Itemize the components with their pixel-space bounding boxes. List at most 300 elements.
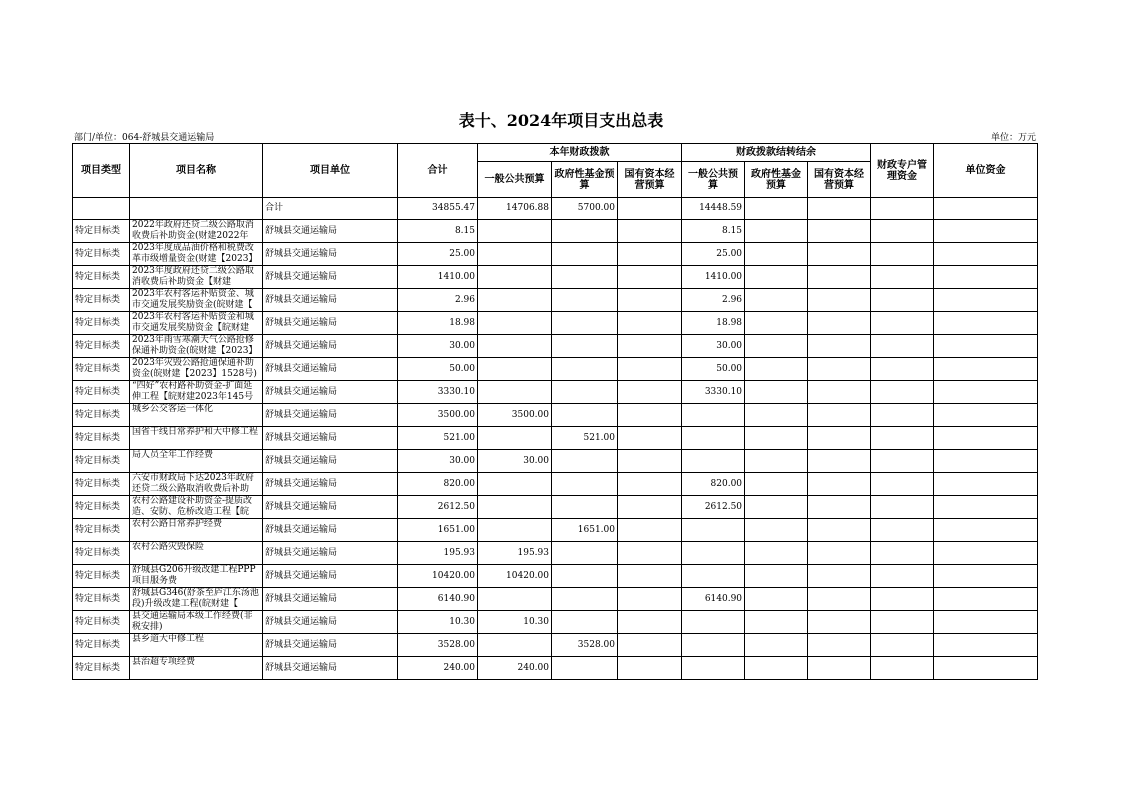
row-unit: 舒城县交通运输局 <box>263 565 398 588</box>
page-title: 表十、2024年项目支出总表 <box>458 111 664 130</box>
department-label: 部门/单位：064-舒城县交通运输局 <box>74 133 215 143</box>
row-total: 6140.90 <box>398 588 478 611</box>
row-name <box>130 496 263 519</box>
row-unit-fund <box>934 542 1038 565</box>
row-unit-fund <box>934 289 1038 312</box>
row-type: 特定目标类 <box>73 381 130 404</box>
row-type: 特定目标类 <box>73 519 130 542</box>
table-row <box>73 519 1038 542</box>
row-carry-state-capital <box>808 657 871 680</box>
row-state-capital <box>618 473 682 496</box>
row-special <box>871 220 934 243</box>
row-general: 10.30 <box>478 611 552 634</box>
table-row <box>73 565 1038 588</box>
row-carry-gov-fund <box>745 220 808 243</box>
row-special <box>871 634 934 657</box>
row-carry-gov-fund <box>745 611 808 634</box>
row-special <box>871 657 934 680</box>
header-carry-state-capital-budget: 国有资本经营预算 <box>808 162 871 198</box>
row-gov-fund <box>552 473 618 496</box>
row-unit-fund <box>934 611 1038 634</box>
row-carry-state-capital <box>808 519 871 542</box>
row-carry-general <box>682 657 745 680</box>
summary-unit-fund <box>934 198 1038 220</box>
row-carry-state-capital <box>808 404 871 427</box>
table-row <box>73 588 1038 611</box>
row-type: 特定目标类 <box>73 657 130 680</box>
row-state-capital <box>618 542 682 565</box>
row-unit-fund <box>934 358 1038 381</box>
row-carry-state-capital <box>808 312 871 335</box>
row-general <box>478 335 552 358</box>
row-name <box>130 473 263 496</box>
table-body <box>73 198 1038 680</box>
table-row <box>73 542 1038 565</box>
summary-type-cell <box>73 198 130 220</box>
header-gov-fund-budget: 政府性基金预算 <box>552 162 618 198</box>
row-special <box>871 519 934 542</box>
row-carry-gov-fund <box>745 427 808 450</box>
summary-carry-state-capital <box>808 198 871 220</box>
row-type: 特定目标类 <box>73 312 130 335</box>
row-name-text: 县乡道大中修工程 <box>132 634 205 644</box>
table-row <box>73 312 1038 335</box>
table-row <box>73 404 1038 427</box>
row-gov-fund <box>552 220 618 243</box>
summary-carry-gov-fund <box>745 198 808 220</box>
row-state-capital <box>618 266 682 289</box>
row-name-text: 舒城县G346(舒茶至庐江东汤池段)升级改建工程(皖财建【 <box>132 588 259 609</box>
row-type: 特定目标类 <box>73 266 130 289</box>
row-name-text: 农村公路日常养护经费 <box>132 519 223 529</box>
table-row <box>73 657 1038 680</box>
summary-gov-fund: 5700.00 <box>552 198 618 220</box>
row-carry-state-capital <box>808 450 871 473</box>
row-total: 2.96 <box>398 289 478 312</box>
row-carry-gov-fund <box>745 312 808 335</box>
row-special <box>871 611 934 634</box>
table-row <box>73 335 1038 358</box>
row-unit-fund <box>934 381 1038 404</box>
row-carry-general <box>682 634 745 657</box>
row-general <box>478 473 552 496</box>
row-total: 3330.10 <box>398 381 478 404</box>
row-total: 3500.00 <box>398 404 478 427</box>
header-total: 合计 <box>398 144 478 198</box>
row-state-capital <box>618 657 682 680</box>
table-row <box>73 450 1038 473</box>
row-carry-state-capital <box>808 542 871 565</box>
row-unit: 舒城县交通运输局 <box>263 220 398 243</box>
row-name <box>130 542 263 565</box>
table-row <box>73 427 1038 450</box>
row-total: 820.00 <box>398 473 478 496</box>
row-carry-general: 2.96 <box>682 289 745 312</box>
row-name <box>130 358 263 381</box>
row-general <box>478 519 552 542</box>
row-general <box>478 220 552 243</box>
table-row <box>73 220 1038 243</box>
row-total: 2612.50 <box>398 496 478 519</box>
row-name-text: 2022年政府还贷二级公路取消收费后补助资金(财建2022年 <box>132 220 254 241</box>
row-total: 8.15 <box>398 220 478 243</box>
row-carry-gov-fund <box>745 588 808 611</box>
row-unit-fund <box>934 634 1038 657</box>
summary-carry-general: 14448.59 <box>682 198 745 220</box>
table-row <box>73 473 1038 496</box>
table-row <box>73 496 1038 519</box>
row-carry-gov-fund <box>745 565 808 588</box>
row-unit: 舒城县交通运输局 <box>263 657 398 680</box>
row-state-capital <box>618 381 682 404</box>
header-special-account: 财政专户管理资金 <box>871 144 934 198</box>
row-unit-fund <box>934 404 1038 427</box>
row-type: 特定目标类 <box>73 611 130 634</box>
row-unit-fund <box>934 335 1038 358</box>
table-row <box>73 266 1038 289</box>
row-general <box>478 588 552 611</box>
row-special <box>871 450 934 473</box>
row-name-text: 2023年农村客运补贴资金、城市交通发展奖励资金(皖财建【 <box>132 289 254 310</box>
row-unit-fund <box>934 496 1038 519</box>
row-type: 特定目标类 <box>73 542 130 565</box>
row-name-text: 2023年灾毁公路抢通保通补助资金(皖财建【2023】1528号) <box>132 358 257 379</box>
row-carry-general: 18.98 <box>682 312 745 335</box>
row-special <box>871 381 934 404</box>
row-gov-fund <box>552 312 618 335</box>
row-carry-state-capital <box>808 266 871 289</box>
row-carry-state-capital <box>808 289 871 312</box>
summary-state-capital <box>618 198 682 220</box>
row-state-capital <box>618 588 682 611</box>
row-name <box>130 611 263 634</box>
expenditure-table <box>72 143 1038 680</box>
row-carry-general: 25.00 <box>682 243 745 266</box>
row-name <box>130 450 263 473</box>
row-gov-fund <box>552 565 618 588</box>
row-carry-gov-fund <box>745 496 808 519</box>
row-type: 特定目标类 <box>73 335 130 358</box>
row-carry-gov-fund <box>745 519 808 542</box>
row-name <box>130 404 263 427</box>
row-special <box>871 588 934 611</box>
row-unit: 舒城县交通运输局 <box>263 266 398 289</box>
row-unit: 舒城县交通运输局 <box>263 289 398 312</box>
summary-label: 合计 <box>263 198 398 220</box>
header-carry-general-budget: 一般公共预算 <box>682 162 745 198</box>
summary-row <box>73 198 1038 220</box>
row-name <box>130 243 263 266</box>
row-general <box>478 266 552 289</box>
row-carry-state-capital <box>808 381 871 404</box>
row-special <box>871 542 934 565</box>
row-gov-fund <box>552 496 618 519</box>
row-state-capital <box>618 404 682 427</box>
row-type: 特定目标类 <box>73 634 130 657</box>
row-unit-fund <box>934 266 1038 289</box>
row-general <box>478 496 552 519</box>
row-name-text: 县交通运输局本级工作经费(非税安排) <box>132 611 253 632</box>
row-total: 10.30 <box>398 611 478 634</box>
row-unit-fund <box>934 312 1038 335</box>
row-gov-fund <box>552 657 618 680</box>
row-carry-gov-fund <box>745 381 808 404</box>
row-name-text: 农村公路建设补助资金-提质改造、安防、危桥改造工程【皖 <box>132 496 253 517</box>
row-type: 特定目标类 <box>73 220 130 243</box>
header-general-budget: 一般公共预算 <box>478 162 552 198</box>
row-type: 特定目标类 <box>73 404 130 427</box>
row-state-capital <box>618 289 682 312</box>
header-current-year-appropriation: 本年财政拨款 <box>478 144 682 162</box>
row-type: 特定目标类 <box>73 427 130 450</box>
row-carry-state-capital <box>808 427 871 450</box>
row-special <box>871 266 934 289</box>
row-general <box>478 427 552 450</box>
row-unit: 舒城县交通运输局 <box>263 243 398 266</box>
row-general <box>478 289 552 312</box>
row-name <box>130 220 263 243</box>
row-total: 30.00 <box>398 450 478 473</box>
row-name-text: 县治超专项经费 <box>132 657 196 667</box>
row-carry-gov-fund <box>745 358 808 381</box>
row-total: 1410.00 <box>398 266 478 289</box>
row-carry-general <box>682 542 745 565</box>
row-type: 特定目标类 <box>73 565 130 588</box>
table-row <box>73 381 1038 404</box>
row-special <box>871 496 934 519</box>
row-name <box>130 565 263 588</box>
unit-label: 单位：万元 <box>990 133 1036 143</box>
row-general: 3500.00 <box>478 404 552 427</box>
row-type: 特定目标类 <box>73 450 130 473</box>
row-type: 特定目标类 <box>73 358 130 381</box>
row-carry-state-capital <box>808 220 871 243</box>
row-name-text: 2023年度政府还贷二级公路取消收费后补助资金【财建 <box>132 266 254 287</box>
row-unit-fund <box>934 519 1038 542</box>
table-row <box>73 243 1038 266</box>
header-unit: 项目单位 <box>263 144 398 198</box>
row-carry-state-capital <box>808 473 871 496</box>
row-type: 特定目标类 <box>73 473 130 496</box>
row-carry-general: 30.00 <box>682 335 745 358</box>
row-state-capital <box>618 611 682 634</box>
row-state-capital <box>618 358 682 381</box>
row-carry-general <box>682 404 745 427</box>
row-name-text: 2023年度成品油价格和税费改革市级增量资金(财建【2023】 <box>132 243 258 264</box>
row-name <box>130 266 263 289</box>
table-row <box>73 634 1038 657</box>
row-carry-state-capital <box>808 243 871 266</box>
row-carry-state-capital <box>808 611 871 634</box>
row-carry-general <box>682 565 745 588</box>
row-name-text: “四好”农村路补助资金-扩面延伸工程【皖财建2023年145号 <box>132 381 254 402</box>
table-row <box>73 611 1038 634</box>
row-state-capital <box>618 243 682 266</box>
row-special <box>871 565 934 588</box>
row-unit: 舒城县交通运输局 <box>263 381 398 404</box>
row-gov-fund <box>552 266 618 289</box>
row-name <box>130 335 263 358</box>
row-general <box>478 312 552 335</box>
row-total: 30.00 <box>398 335 478 358</box>
row-gov-fund <box>552 289 618 312</box>
summary-general: 14706.88 <box>478 198 552 220</box>
row-total: 18.98 <box>398 312 478 335</box>
row-carry-general: 1410.00 <box>682 266 745 289</box>
row-unit-fund <box>934 565 1038 588</box>
row-carry-gov-fund <box>745 404 808 427</box>
row-general <box>478 358 552 381</box>
row-carry-general: 3330.10 <box>682 381 745 404</box>
row-gov-fund: 521.00 <box>552 427 618 450</box>
row-unit: 舒城县交通运输局 <box>263 404 398 427</box>
row-type: 特定目标类 <box>73 289 130 312</box>
row-special <box>871 473 934 496</box>
row-type: 特定目标类 <box>73 588 130 611</box>
row-unit: 舒城县交通运输局 <box>263 519 398 542</box>
row-state-capital <box>618 634 682 657</box>
row-state-capital <box>618 427 682 450</box>
row-state-capital <box>618 450 682 473</box>
summary-name-cell <box>130 198 263 220</box>
row-name-text: 城乡公交客运一体化 <box>132 404 214 414</box>
row-unit: 舒城县交通运输局 <box>263 450 398 473</box>
summary-total: 34855.47 <box>398 198 478 220</box>
row-carry-gov-fund <box>745 266 808 289</box>
row-carry-general <box>682 450 745 473</box>
row-carry-gov-fund <box>745 289 808 312</box>
row-carry-general: 820.00 <box>682 473 745 496</box>
row-gov-fund <box>552 588 618 611</box>
row-unit: 舒城县交通运输局 <box>263 358 398 381</box>
row-general: 195.93 <box>478 542 552 565</box>
row-unit: 舒城县交通运输局 <box>263 473 398 496</box>
row-name-text: 舒城县G206升级改建工程PPP项目服务费 <box>132 565 256 586</box>
row-name <box>130 289 263 312</box>
row-special <box>871 404 934 427</box>
row-state-capital <box>618 312 682 335</box>
row-unit: 舒城县交通运输局 <box>263 335 398 358</box>
row-total: 1651.00 <box>398 519 478 542</box>
row-special <box>871 289 934 312</box>
row-type: 特定目标类 <box>73 243 130 266</box>
row-general: 30.00 <box>478 450 552 473</box>
row-total: 10420.00 <box>398 565 478 588</box>
header-carry-gov-fund-budget: 政府性基金预算 <box>745 162 808 198</box>
row-state-capital <box>618 220 682 243</box>
row-unit-fund <box>934 243 1038 266</box>
header-type: 项目类型 <box>73 144 130 198</box>
row-gov-fund <box>552 335 618 358</box>
row-carry-gov-fund <box>745 634 808 657</box>
row-carry-gov-fund <box>745 243 808 266</box>
row-unit-fund <box>934 450 1038 473</box>
row-carry-general <box>682 519 745 542</box>
row-carry-general <box>682 427 745 450</box>
row-carry-state-capital <box>808 358 871 381</box>
header-state-capital-budget: 国有资本经营预算 <box>618 162 682 198</box>
row-gov-fund <box>552 358 618 381</box>
row-name-text: 2023年雨雪寒潮天气公路抢修保通补助资金(皖财建【2023】 <box>132 335 258 356</box>
header-name: 项目名称 <box>130 144 263 198</box>
row-carry-general: 6140.90 <box>682 588 745 611</box>
table-row <box>73 358 1038 381</box>
row-name <box>130 381 263 404</box>
row-unit: 舒城县交通运输局 <box>263 427 398 450</box>
row-unit-fund <box>934 220 1038 243</box>
row-special <box>871 243 934 266</box>
row-carry-gov-fund <box>745 542 808 565</box>
header-unit-fund: 单位资金 <box>934 144 1038 198</box>
row-unit: 舒城县交通运输局 <box>263 312 398 335</box>
row-total: 240.00 <box>398 657 478 680</box>
row-special <box>871 358 934 381</box>
row-carry-gov-fund <box>745 473 808 496</box>
row-total: 50.00 <box>398 358 478 381</box>
row-name <box>130 588 263 611</box>
row-carry-general <box>682 611 745 634</box>
row-general <box>478 243 552 266</box>
row-special <box>871 335 934 358</box>
row-carry-general: 8.15 <box>682 220 745 243</box>
row-carry-gov-fund <box>745 450 808 473</box>
row-unit: 舒城县交通运输局 <box>263 611 398 634</box>
row-gov-fund <box>552 381 618 404</box>
row-unit: 舒城县交通运输局 <box>263 542 398 565</box>
row-carry-state-capital <box>808 565 871 588</box>
row-name <box>130 634 263 657</box>
row-unit: 舒城县交通运输局 <box>263 496 398 519</box>
row-state-capital <box>618 519 682 542</box>
row-total: 521.00 <box>398 427 478 450</box>
row-carry-general: 2612.50 <box>682 496 745 519</box>
row-state-capital <box>618 565 682 588</box>
row-name-text: 农村公路灾毁保险 <box>132 542 205 552</box>
row-gov-fund <box>552 243 618 266</box>
row-carry-general: 50.00 <box>682 358 745 381</box>
row-carry-state-capital <box>808 496 871 519</box>
row-general: 10420.00 <box>478 565 552 588</box>
row-name <box>130 519 263 542</box>
row-general <box>478 634 552 657</box>
row-name <box>130 657 263 680</box>
row-carry-state-capital <box>808 335 871 358</box>
row-general: 240.00 <box>478 657 552 680</box>
row-state-capital <box>618 335 682 358</box>
row-name <box>130 427 263 450</box>
row-total: 195.93 <box>398 542 478 565</box>
row-gov-fund <box>552 542 618 565</box>
row-gov-fund: 1651.00 <box>552 519 618 542</box>
row-special <box>871 312 934 335</box>
summary-special <box>871 198 934 220</box>
row-unit-fund <box>934 657 1038 680</box>
row-type: 特定目标类 <box>73 496 130 519</box>
row-unit: 舒城县交通运输局 <box>263 588 398 611</box>
row-gov-fund <box>552 611 618 634</box>
row-carry-state-capital <box>808 588 871 611</box>
row-name-text: 六安市财政局下达2023年政府还贷二级公路取消收费后补助 <box>132 473 254 494</box>
row-carry-gov-fund <box>745 657 808 680</box>
row-name-text: 2023年农村客运补贴资金和城市交通发展奖励资金【皖财建 <box>132 312 254 333</box>
row-name <box>130 312 263 335</box>
row-carry-state-capital <box>808 634 871 657</box>
row-special <box>871 427 934 450</box>
row-name-text: 局人员全年工作经费 <box>132 450 214 460</box>
row-unit: 舒城县交通运输局 <box>263 634 398 657</box>
row-unit-fund <box>934 473 1038 496</box>
row-state-capital <box>618 496 682 519</box>
